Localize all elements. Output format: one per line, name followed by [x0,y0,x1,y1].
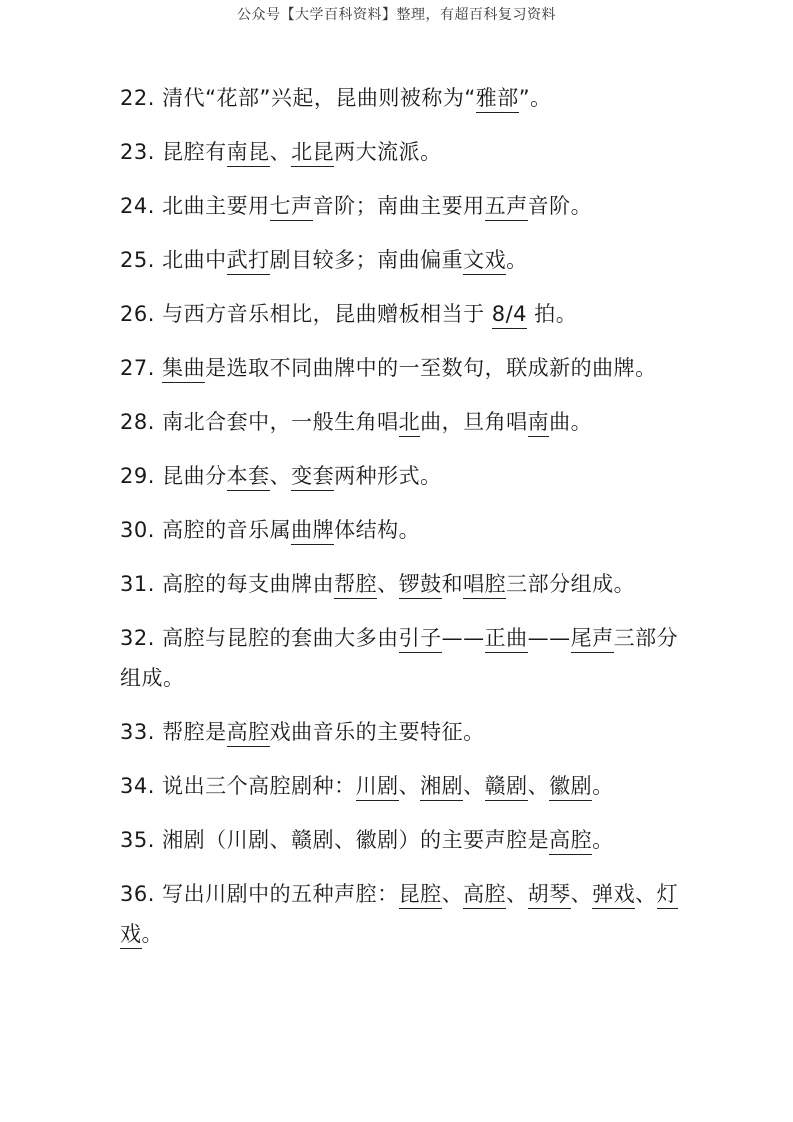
question-text: —— [527,626,571,650]
question-text: 、 [377,572,399,596]
question-q22 [120,78,680,118]
answer-blank: 高腔 [549,828,592,855]
question-text: 、 [527,774,550,798]
question-text: 26. 与西方音乐相比，昆曲赠板相当于 [120,302,492,326]
question-text: 、 [506,882,528,906]
answer-blank: 唱腔 [463,572,506,599]
question-q31 [120,564,680,604]
question-text: ”。 [518,86,552,110]
answer-blank: 文戏 [463,248,506,275]
question-text: 三部分组成。 [506,572,636,596]
question-text: 35. 湘剧（川剧、赣剧、徽剧）的主要声腔是 [120,828,550,852]
question-q30 [120,510,680,550]
question-text: 。 [592,774,614,798]
question-text: 23. 昆腔有 [120,140,227,164]
question-q36 [120,874,680,954]
question-q34 [120,766,680,806]
answer-blank: 弹戏 [592,882,635,909]
answer-blank: 赣剧 [485,774,528,801]
answer-blank: 胡琴 [528,882,571,909]
answer-blank: 南 [528,410,550,437]
question-text: 33. 帮腔是 [120,720,227,744]
question-text: 两种形式。 [334,464,442,488]
question-q32 [120,618,680,698]
question-text: 22. 清代“花部”兴起，昆曲则被称为“ [120,86,476,110]
question-text: 三部分组成。 [120,626,679,690]
question-text: 、 [463,774,485,798]
question-text: 剧目较多；南曲偏重 [269,248,464,272]
question-q28 [120,402,680,442]
question-text: 戏曲音乐的主要特征。 [269,720,485,744]
question-q23 [120,132,680,172]
question-text: 音阶；南曲主要用 [312,194,485,218]
answer-blank: 北 [399,410,421,437]
question-text: 。 [141,922,163,946]
question-list [120,78,680,968]
question-text: 、 [441,882,464,906]
answer-blank: 灯戏 [120,882,678,949]
question-q35 [120,820,680,860]
answer-blank: 正曲 [485,626,528,653]
answer-blank: 集曲 [162,356,205,383]
answer-blank: 徽剧 [549,774,592,801]
question-text: 曲。 [549,410,593,434]
answer-blank: 变套 [291,464,334,491]
answer-blank: 昆腔 [399,882,442,909]
answer-blank: 引子 [399,626,442,653]
question-text: 体结构。 [334,518,421,542]
answer-blank: 湘剧 [420,774,463,801]
question-text: —— [441,626,485,650]
question-text: 32. 高腔与昆腔的套曲大多由 [120,626,399,650]
question-text: 27. [120,356,163,380]
question-text: 拍。 [527,302,578,326]
answer-blank: 雅部 [476,86,519,113]
answer-blank: 高腔 [463,882,506,909]
answer-blank: 本套 [227,464,270,491]
answer-blank: 川剧 [356,774,399,801]
question-text: 。 [506,248,528,272]
question-q29 [120,456,680,496]
answer-blank: 高腔 [227,720,270,747]
question-text: 、 [269,464,292,488]
answer-blank: 五声 [485,194,528,221]
question-text: 曲，旦角唱 [420,410,528,434]
question-q26 [120,294,680,334]
question-text: 和 [441,572,464,596]
question-q24 [120,186,680,226]
question-text: 、 [269,140,292,164]
answer-blank: 南昆 [227,140,270,167]
question-text: 29. 昆曲分 [120,464,227,488]
question-text: 、 [398,774,421,798]
question-text: 、 [570,882,593,906]
question-text: 两大流派。 [334,140,442,164]
answer-blank: 七声 [270,194,313,221]
question-text: 31. 高腔的每支曲牌由 [120,572,335,596]
question-text: 36. 写出川剧中的五种声腔： [120,882,399,906]
question-text: 、 [635,882,657,906]
question-text: 是选取不同曲牌中的一至数句，联成新的曲牌。 [205,356,657,380]
question-text: 音阶。 [527,194,593,218]
question-text: 24. 北曲主要用 [120,194,270,218]
page-header: 公众号【大学百科资料】整理，有超百科复习资料 [237,7,556,23]
question-text: 25. 北曲中 [120,248,227,272]
answer-blank: 北昆 [291,140,334,167]
question-q33 [120,712,680,752]
answer-blank: 8/4 [492,302,527,329]
answer-blank: 帮腔 [334,572,377,599]
question-q27 [120,348,680,388]
answer-blank: 曲牌 [291,518,334,545]
answer-blank: 武打 [227,248,270,275]
answer-blank: 锣鼓 [399,572,442,599]
answer-blank: 尾声 [571,626,614,653]
question-text: 。 [592,828,614,852]
question-text: 34. 说出三个高腔剧种： [120,774,356,798]
question-q25 [120,240,680,280]
question-text: 28. 南北合套中，一般生角唱 [120,410,399,434]
question-text: 30. 高腔的音乐属 [120,518,292,542]
